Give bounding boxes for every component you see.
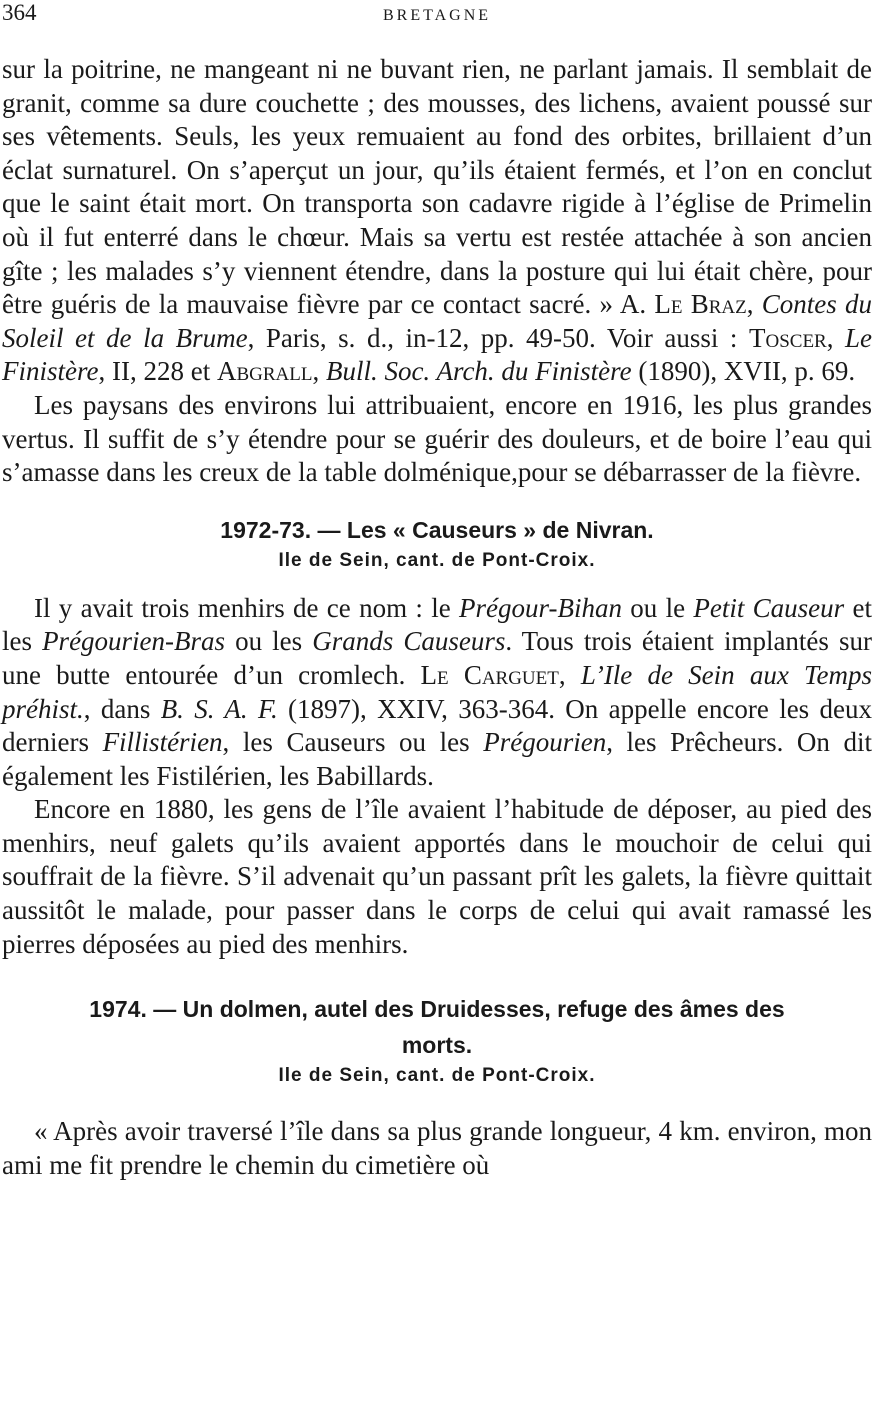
entry-location: Ile de Sein, cant. de Pont-Croix.	[278, 1065, 596, 1087]
entry-heading: 1972-73. — Les « Causeurs » de Nivran.	[220, 516, 654, 543]
author-name: Le Braz	[654, 289, 747, 320]
work-title: Bull. Soc. Arch. du Finistère	[325, 356, 632, 387]
entry-number: 1972-73.	[220, 516, 312, 543]
paragraph: « Après avoir traversé l’île dans sa plus grande longueur, 4 km. environ, mon ami me fit prendre le chemin du cimetière où	[2, 1116, 872, 1180]
entry-title: Les « Causeurs » de Nivran.	[346, 516, 654, 543]
page-number: 364	[2, 0, 37, 25]
work-title: Contes du Soleil et de la Brume	[2, 289, 872, 353]
author-name: Toscer	[748, 322, 827, 353]
page-header	[0, 0, 874, 34]
entry-title: Un dolmen, autel des Druidesses, refuge des âmes des morts.	[182, 996, 785, 1059]
work-title: Le Finistère	[2, 322, 873, 387]
author-name: Abgrall	[216, 356, 313, 387]
body-text	[2, 53, 872, 1182]
paragraph: Les paysans des environs lui attribuaient, encore en 1916, les plus grandes vertus. Il suffit de s’y étendre pour se guérir des douleurs, et de boire l’eau qui s’amasse dans les creux de la table dolménique,pour se débarrasser de la fièvre.	[2, 389, 872, 488]
running-head: BRETAGNE	[382, 7, 492, 24]
author-name: Le Carguet	[420, 659, 559, 690]
entry-number: 1974.	[89, 996, 147, 1023]
paragraph: Il y avait trois menhirs de ce nom : le Prégour-Bihan ou le Petit Causeur et les Prégourien-Bras ou les Grands Causeurs. Tous trois étaient implantés sur une butte entourée d’un cromlech. Le Carguet, L’Ile de Sein aux Temps préhist., dans B. S. A. F. (1897), XXIV, 363-364. On appelle encore les deux derniers Fillistérien, les Causeurs ou les Prégourien, les Prêcheurs. On dit également les Fistilérien, les Babillards.	[2, 592, 873, 791]
entry-location: Ile de Sein, cant. de Pont-Croix.	[278, 549, 596, 571]
entry-heading: 1974. — Un dolmen, autel des Druidesses, refuge des âmes des morts.	[89, 996, 785, 1059]
paragraph-continuation: sur la poitrine, ne mangeant ni ne buvant rien, ne parlant jamais. Il semblait de granit, comme sa dure couchette ; des mousses, des lichens, avaient poussé sur ses vêtements. Seuls, les yeux remuaient au fond des orbites, brillaient d’un éclat surnaturel. On s’aperçut un jour, qu’ils étaient fermés, et l’on en conclut que le saint était mort. On transporta son cadavre rigide à l’église de Primelin où il fut enterré dans le chœur. Mais sa vertu est restée attachée à son ancien gîte ; les malades s’y viennent étendre, dans la posture qui lui était chère, pour être guéris de la mauvaise fièvre par ce contact sacré. » A. Le Braz, Contes du Soleil et de la Brume, Paris, s. d., in-12, pp. 49-50. Voir aussi : Toscer, Le Finistère, II, 228 et Abgrall, Bull. Soc. Arch. du Finistère (1890), XVII, p. 69.	[2, 54, 873, 387]
paragraph: Encore en 1880, les gens de l’île avaient l’habitude de déposer, au pied des menhirs, neuf galets qu’ils avaient apportés dans le mouchoir de celui qui souffrait de la fièvre. S’il advenait qu’un passant prît les galets, la fièvre quittait aussitôt le malade, pour passer dans le corps de celui qui avait ramassé les pierres déposées au pied des menhirs.	[2, 794, 872, 959]
